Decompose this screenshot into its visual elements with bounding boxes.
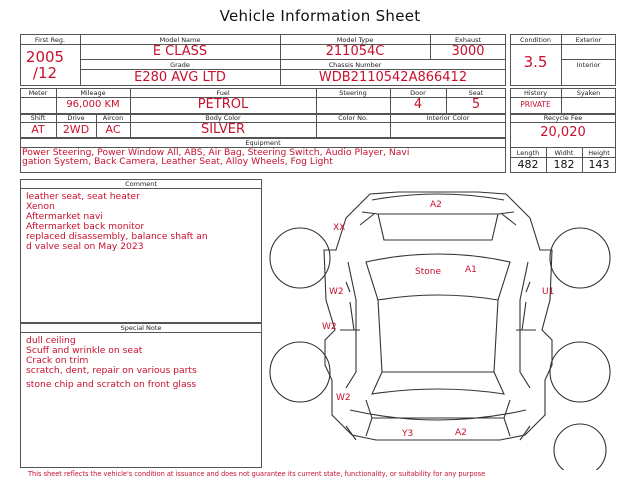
rear-left-wheel [270,342,330,402]
door-label: Door [410,89,426,97]
comment-line-2: Xenon [26,201,55,212]
comment-line-5: replaced disassembly, balance shaft an [26,231,208,242]
history-value: PRIVATE [520,100,551,109]
damage-left-rear: W2 [336,393,351,403]
body-color-label: Body Color [205,114,241,122]
first-reg-month: /12 [32,64,58,82]
windshield [366,254,510,300]
page-title: Vehicle Information Sheet [219,7,421,25]
model-type-label: Model Type [336,36,374,44]
first-reg-label: First Reg. [34,36,66,44]
exhaust-label: Exhaust [454,36,482,44]
aircon-value: AC [105,123,121,136]
comment-line-3: Aftermarket navi [26,211,103,222]
special-note-line-6: stone chip and scratch on front glass [26,379,197,390]
syaken-label: Syaken [576,89,601,97]
fuel-value: PETROL [197,97,249,112]
chassis-number-label: Chassis Number [328,61,382,69]
car-damage-diagram [262,176,640,470]
fuel-label: Fuel [216,89,230,97]
drive-label: Drive [67,114,85,122]
width-label: Widht [554,149,574,157]
width-value: 182 [553,158,575,171]
first-reg-year: 2005 [25,48,65,66]
spare-wheel [554,424,606,470]
comment-line-6: d valve seal on May 2023 [26,241,144,252]
body-outline [324,192,555,440]
steering-label: Steering [339,89,367,97]
equipment-line-1: Power Steering, Power Window All, ABS, Air Bag, Steering Switch, Audio Player, Navi [22,147,410,158]
seat-value: 5 [471,97,481,112]
comment-line-1: leather seat, seat heater [26,191,140,202]
special-note-label: Special Note [120,324,162,332]
comment-label: Comment [125,180,157,188]
mileage-label: Mileage [80,89,106,97]
exhaust-value: 3000 [451,44,485,59]
special-note-line-1: dull ceiling [26,335,76,346]
damage-right-fender: U1 [542,287,555,297]
front-left-wheel [270,228,330,288]
damage-front-left: XX [333,223,346,233]
damage-windshield: A1 [465,265,477,275]
footer-disclaimer: This sheet reflects the vehicle's condition at issuance and does not guarantee its current state, functionality, or suitability for any purpose [28,470,486,478]
condition-score: 3.5 [523,53,548,71]
damage-left-door: W2 [322,322,337,332]
meter-label: Meter [28,89,48,97]
seat-label: Seat [468,89,484,97]
model-name-label: Model Name [159,36,201,44]
equipment-line-2: gation System, Back Camera, Leather Seat, Alloy Wheels, Fog Light [22,156,333,167]
interior-label: Interior [576,61,601,69]
color-no-label: Color No. [338,114,368,122]
aircon-label: Aircon [102,114,124,122]
grade-value: E280 AVG LTD [134,70,226,85]
height-value: 143 [588,158,610,171]
interior-color-label: Interior Color [426,114,470,122]
grade-label: Grade [170,61,190,69]
damage-left-fender: W2 [329,287,344,297]
door-value: 4 [413,97,423,112]
special-note-line-2: Scuff and wrinkle on seat [26,345,143,356]
damage-rear-right: A2 [455,428,467,438]
body-color-value: SILVER [200,122,246,137]
recycle-fee-label: Recycle Fee [543,114,583,122]
damage-front: A2 [430,200,442,210]
shift-value: AT [31,123,45,136]
special-note-line-3: Crack on trim [26,355,89,366]
damage-rear-left: Y3 [402,429,414,439]
drive-value: 2WD [62,123,90,136]
model-name-value: E CLASS [152,44,208,59]
special-note-line-4: scratch, dent, repair on various parts [26,365,197,376]
rear-right-wheel [550,342,610,402]
comment-line-4: Aftermarket back monitor [26,221,145,232]
chassis-number-value: WDB2110542A866412 [318,70,468,85]
condition-label: Condition [519,36,552,44]
model-type-value: 211054C [325,44,385,59]
history-label: History [523,89,548,97]
recycle-fee-value: 20,020 [540,125,586,140]
height-label: Height [588,149,610,157]
equipment-label: Equipment [245,139,281,147]
front-right-wheel [550,228,610,288]
length-value: 482 [517,158,539,171]
exterior-label: Exterior [575,36,602,44]
damage-center: Stone [415,267,441,277]
shift-label: Shift [30,114,46,122]
mileage-value: 96,000 KM [66,99,120,110]
length-label: Length [516,149,540,157]
